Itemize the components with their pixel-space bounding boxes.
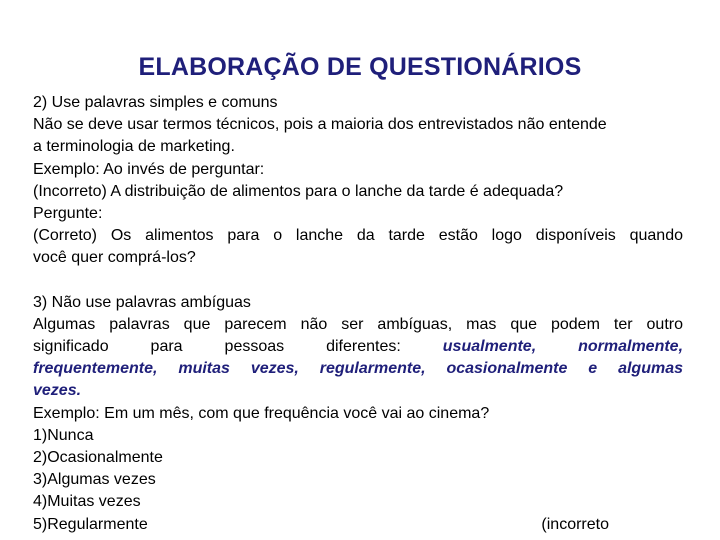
- section-2-incorrect-example: (Incorreto) A distribuição de alimentos para o lanche da tarde é adequada?: [33, 182, 564, 200]
- section-2-correct-example-line-1: (Correto) Os alimentos para o lanche da tarde estão logo disponíveis quando: [33, 227, 683, 245]
- section-3-ambiguous-words-3: vezes.: [33, 382, 82, 400]
- section-2-heading: 2) Use palavras simples e comuns: [33, 94, 278, 111]
- section-2-text-line-1: Não se deve usar termos técnicos, pois a maioria dos entrevistados não entende: [33, 116, 607, 134]
- section-3-ambiguous-words-1: usualmente, normalmente,: [442, 338, 684, 356]
- section-3-text-line-1: Algumas palavras que parecem não ser ambíguas, mas que podem ter outro: [33, 315, 683, 333]
- section-3-ambiguous-words-2: frequentemente, muitas vezes, regularmente, ocasionalmente e algumas: [33, 360, 683, 378]
- section-2-example-intro: Exemplo: Ao invés de perguntar:: [33, 160, 265, 178]
- option-item-3: 3)Algumas vezes: [33, 471, 156, 489]
- section-3-example: Exemplo: Em um mês, com que frequência você vai ao cinema?: [33, 404, 490, 422]
- section-2-correct-example-line-2: você quer comprá-los?: [33, 249, 196, 267]
- option-row-5: [33, 514, 683, 536]
- slide-body: [33, 92, 683, 536]
- page-title: ELABORAÇÃO DE QUESTIONÁRIOS: [138, 53, 582, 81]
- option-item-2: 2)Ocasionalmente: [33, 449, 163, 467]
- section-2-text-line-2: a terminologia de marketing.: [33, 138, 235, 156]
- spacer: [33, 270, 683, 292]
- section-3-text-line-2: [33, 336, 683, 358]
- option-item-5: 5)Regularmente: [33, 515, 148, 533]
- incorrect-note: (incorreto: [541, 515, 609, 533]
- section-3-text-plain: significado para pessoas diferentes:: [33, 338, 401, 356]
- section-2-ask-label: Pergunte:: [33, 205, 103, 223]
- option-item-4: 4)Muitas vezes: [33, 493, 141, 511]
- option-item-1: 1)Nunca: [33, 426, 94, 444]
- section-3-heading: 3) Não use palavras ambíguas: [33, 293, 251, 311]
